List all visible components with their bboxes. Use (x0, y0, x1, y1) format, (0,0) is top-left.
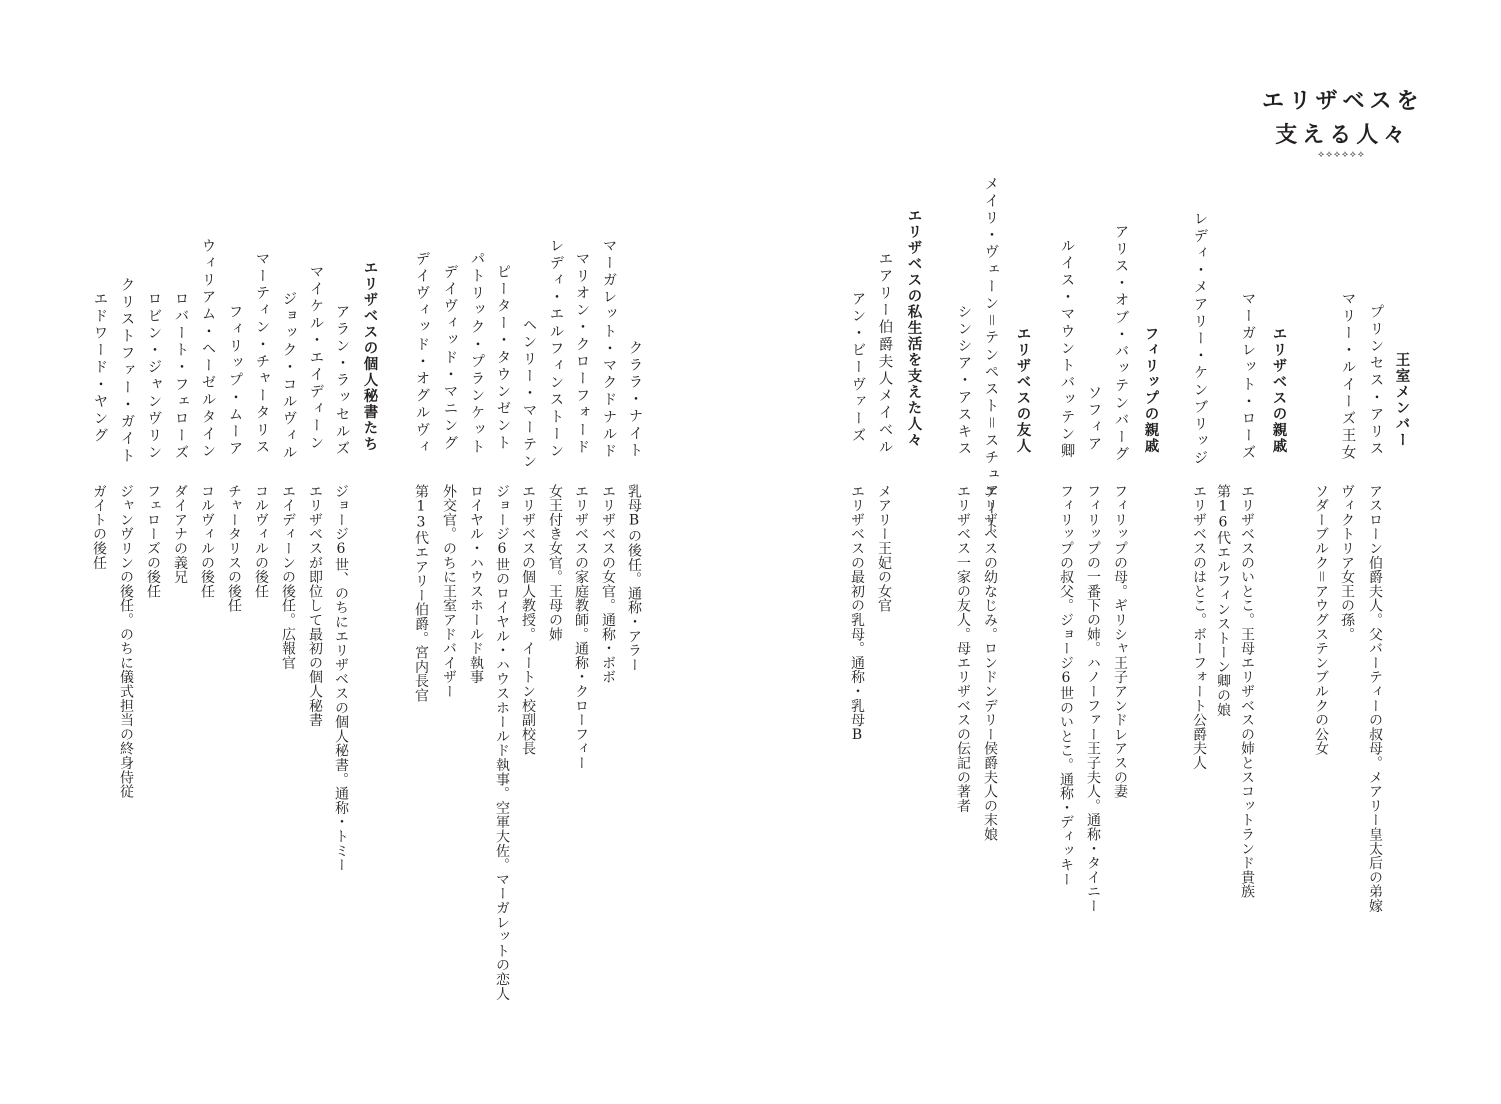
person-name: アン・ビーヴァーズ (849, 291, 866, 445)
person-name: ピーター・タウンゼント (494, 264, 511, 453)
person-description: ダイアナの義兄 (172, 484, 188, 585)
person-description: ロイヤル・ハウスホールド執事 (468, 484, 484, 685)
person-description: 乳母Bの後任。通称・アラー (626, 484, 642, 672)
person-description: エイディーンの後任。広報官 (280, 484, 296, 670)
heading-philip-relatives: フィリップの親戚 (1142, 326, 1159, 454)
person-description: エリザベスの最初の乳母。通称・乳母B (849, 484, 865, 744)
heading-elizabeth-relatives: エリザベスの親戚 (1270, 326, 1287, 454)
person-name: クララ・ナイト (626, 340, 643, 460)
person-name: プリンセス・アリス (1367, 304, 1384, 458)
person-description: コルヴィルの後任 (199, 484, 215, 599)
person-description: フィリップの叔父。ジョージ6世のいとこ。通称・ディッキー (1058, 484, 1074, 887)
heading-elizabeth-friends: エリザベスの友人 (1014, 326, 1031, 454)
heading-private-secretaries: エリザベスの個人秘書たち (361, 260, 378, 452)
person-description: ジョージ6世、のちにエリザベスの個人秘書。通称・トミー (333, 484, 349, 873)
person-name: マイケル・エイディーン (307, 264, 324, 453)
person-description: エリザベスの家庭教師。通称・クローフィー (573, 484, 589, 770)
person-name: クリストファー・ガイト (118, 277, 135, 466)
person-name: ウィリアム・ヘーゼルタイン (199, 238, 216, 461)
person-description: エリザベスが即位して最初の個人秘書 (307, 484, 323, 728)
person-description: エリザベスの女官。通称・ボボ (600, 484, 616, 685)
person-description: フィリップの一番下の姉。ハノーファー王子夫人。通称・タイニー (1085, 484, 1101, 913)
person-name: メイリ・ヴェーン＝テンペスト＝スチュアート (982, 176, 999, 536)
person-description: アスローン伯爵夫人。父バーティーの叔母。メアリー皇太后の弟嫁 (1367, 484, 1383, 913)
person-name: ヘンリー・マーテン (520, 317, 537, 471)
person-description: エリザベス一家の友人。母エリザベスの伝記の著者 (955, 484, 971, 813)
person-name: レディ・エルフィンストーン (547, 238, 564, 461)
person-name: エドワード・ヤング (91, 291, 108, 445)
person-description: 第16代エルフィンストーン卿の娘 (1215, 484, 1231, 717)
person-name: ソフィア (1085, 385, 1102, 454)
person-description: ヴィクトリア女王の孫。 (1339, 484, 1355, 642)
person-description: ガイトの後任 (91, 484, 107, 570)
person-name: フィリップ・ムーア (226, 304, 243, 458)
person-name: マーガレット・ローズ (1239, 291, 1256, 462)
person-name: マリオン・クローフォード (573, 251, 590, 457)
person-description: ソダーブルク＝アウグステンブルクの公女 (1313, 484, 1329, 756)
person-description: ジョージ6世のロイヤル・ハウスホールド執事。空軍大佐。マーガレットの恋人 (494, 484, 510, 1001)
person-name: マリー・ルイーズ王女 (1339, 291, 1356, 462)
person-name: アリス・オブ・バッテンバーグ (1112, 224, 1129, 464)
person-name: アラン・ラッセルズ (333, 304, 350, 458)
person-name: マーティン・チャータリス (253, 251, 270, 457)
person-name: ロバート・フェローズ (172, 291, 189, 462)
person-name: ジョック・コルヴィル (280, 291, 297, 462)
person-name: マーガレット・マクドナルド (600, 238, 617, 461)
person-name: パトリック・プランケット (468, 251, 485, 457)
person-description: メアリー王妃の女官 (876, 484, 892, 613)
person-name: デイヴィッド・オグルヴィ (413, 251, 430, 457)
person-description: フェローズの後任 (145, 484, 161, 599)
page-title-line2: 支える人々 (1275, 122, 1411, 148)
person-description: エリザベスの個人教授。イートン校副校長 (520, 484, 536, 756)
person-description: コルヴィルの後任 (253, 484, 269, 599)
heading-royal-members: 王室メンバー (1393, 352, 1410, 448)
person-name: デイヴィッド・マニング (441, 264, 458, 453)
person-description: ジャンヴリンの後任。のちに儀式担当の終身侍従 (118, 484, 134, 799)
person-description: 女王付き女官。王母の姉 (547, 484, 563, 642)
person-description: フィリップの母。ギリシャ王子アンドレアスの妻 (1112, 484, 1128, 799)
person-description: 第13代エアリー伯爵。宮内長官 (413, 484, 429, 703)
person-name: ロビン・ジャンヴリン (145, 291, 162, 462)
person-name: ルイス・マウントバッテン卿 (1058, 238, 1075, 461)
heading-private-life-support: エリザベスの私生活を支えた人々 (905, 208, 922, 448)
person-description: エリザベスのはとこ。ボーフォート公爵夫人 (1191, 484, 1207, 770)
person-name: レディ・メアリー・ケンブリッジ (1191, 211, 1208, 468)
page-title-line1: エリザベスを (1262, 88, 1424, 114)
person-description: エリザベスのいとこ。王母エリザベスの姉とスコットランド貴族 (1239, 484, 1255, 899)
person-name: シンシア・アスキス (955, 304, 972, 458)
person-description: 外交官。のちに王室アドバイザー (441, 484, 457, 699)
page-title (1262, 84, 1424, 152)
person-description: エリザベスの幼なじみ。ロンドンデリー侯爵夫人の末娘 (982, 484, 998, 842)
ornament-divider: ⟡⟡⟡⟡⟡⟡ (1318, 150, 1366, 160)
person-name: エアリー伯爵夫人メイベル (876, 251, 893, 457)
person-description: チャータリスの後任 (226, 484, 242, 613)
